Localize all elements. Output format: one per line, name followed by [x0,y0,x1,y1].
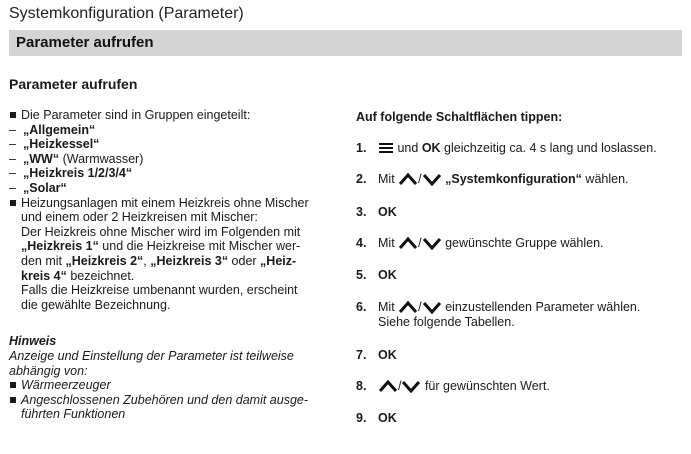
step-number: 5. [356,268,367,282]
group-item: – „WW“ (Warmwasser) [9,151,144,166]
bullet-square-icon [10,112,16,118]
chevron-down-icon [401,379,421,393]
section-title: Parameter aufrufen [16,34,154,51]
group-item: – „Allgemein“ [9,122,96,137]
chevron-up-icon [378,379,398,393]
menu-icon [378,141,394,155]
section-bar [9,30,682,56]
sub-heading: Parameter aufrufen [9,76,138,92]
bullet-groups [9,108,334,123]
step-5: 5. OK [356,268,397,282]
bullet-square-icon [10,382,16,388]
chevron-down-icon [422,300,442,314]
paragraph-line: kreis 4“ bezeichnet. [21,268,135,283]
step-number: 7. [356,348,367,362]
hint-block [9,334,334,422]
group-item: – „Heizkessel“ [9,137,100,152]
step-6-line2: Siehe folgende Tabellen. [378,314,515,329]
paragraph-line: Falls die Heizkreise umbenannt wurden, erscheint [21,283,298,298]
step-number: 2. [356,172,367,186]
paragraph-line: den mit „Heizkreis 2“, „Heizkreis 3“ oder „Heiz- [21,253,297,268]
step-9: 9. OK [356,411,397,425]
hint-line: Anzeige und Einstellung der Parameter ist teilweise [9,348,294,363]
step-3: 3. OK [356,205,397,219]
chevron-up-icon [398,300,418,314]
step-number: 6. [356,300,367,314]
bullet-square-icon [10,397,16,403]
paragraph-line: „Heizkreis 1“ und die Heizkreise mit Mischer wer- [21,239,301,254]
chevron-up-icon [398,236,418,250]
chevron-down-icon [422,172,442,186]
hint-title: Hinweis [9,334,57,349]
left-column [9,108,334,422]
group-item: – „Solar“ [9,180,67,195]
step-8: 8. / für gewünschten Wert. [356,379,550,393]
bullet-square-icon [10,200,16,206]
hint-line: abhängig von: [9,363,88,378]
step-number: 1. [356,141,367,155]
step-2: 2. Mit / „Systemkonfiguration“ wählen. [356,172,629,186]
paragraph-line: die gewählte Bezeichnung. [21,297,171,312]
chevron-up-icon [398,172,418,186]
hint-item: Wärmeerzeuger [9,378,334,393]
hint-item-continuation: führten Funktionen [21,407,126,422]
step-number: 9. [356,411,367,425]
group-item: – „Heizkreis 1/2/3/4“ [9,166,133,181]
step-6: 6. Mit / einzustellenden Parameter wählen. Siehe folgende Tabellen. [356,300,686,329]
groups-intro: Die Parameter sind in Gruppen eingeteilt: [21,108,251,122]
step-1: 1. und OK gleichzeitig ca. 4 s lang und loslassen. [356,141,657,155]
steps-heading: Auf folgende Schaltflächen tippen: [356,110,563,124]
step-4: 4. Mit / gewünschte Gruppe wählen. [356,236,604,250]
chevron-down-icon [422,236,442,250]
page-header: Systemkonfiguration (Parameter) [9,5,244,22]
paragraph-line: Der Heizkreis ohne Mischer wird im Folgenden mit [21,224,301,239]
step-7: 7. OK [356,348,397,362]
step-number: 3. [356,205,367,219]
hint-item: Angeschlossenen Zubehören und den damit ausge- [9,393,334,408]
paragraph-line: und einem oder 2 Heizkreisen mit Mischer: [21,210,258,225]
bullet-heating-circuits: Heizungsanlagen mit einem Heizkreis ohne Mischer [9,196,334,211]
step-number: 8. [356,379,367,393]
step-number: 4. [356,236,367,250]
